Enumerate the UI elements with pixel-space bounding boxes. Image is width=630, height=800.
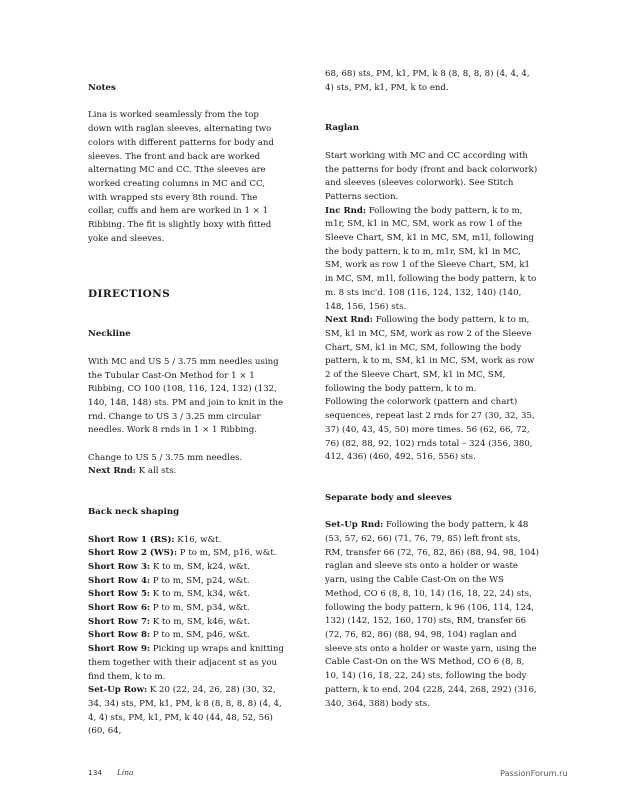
- short-row-label: Short Row 4:: [88, 575, 151, 586]
- short-row-item: [88, 616, 284, 630]
- short-row-label: Short Row 5:: [88, 589, 151, 600]
- continued-instruction: 68, 68) sts, PM, k1, PM, k 8 (8, 8, 8, 8) (4, 4, 4, 4) sts, PM, k1, PM, k to end.: [325, 69, 530, 93]
- short-row-label: Short Row 1 (RS):: [88, 534, 175, 545]
- page-number: 134: [88, 768, 103, 777]
- raglan-intro: Start working with MC and CC according with the patterns for body (front and back colorwork) and sleeves (sleeves colorwork). See Stitch Patterns section.: [325, 150, 538, 202]
- needle-change-paragraph: Change to US 5 / 3.75 mm needles.: [88, 452, 243, 463]
- short-row-label: Short Row 2 (WS):: [88, 548, 178, 559]
- back-neck-heading: Back neck shaping: [88, 507, 180, 518]
- short-row-text: P to m, SM, p46, w&t.: [150, 630, 250, 641]
- next-rnd-text: K all sts.: [135, 466, 177, 477]
- short-row-text: K to m, SM, k46, w&t.: [150, 616, 250, 627]
- left-column: [88, 82, 284, 739]
- setup-row-text: K 20 (22, 24, 26, 28) (30, 32, 34, 34) sts, PM, k1, PM, k 8 (8, 8, 8, 8) (4, 4, 4, 4) sts, PM, k1, PM, k 40 (44, 48, 52, 56) (60, 64,: [88, 685, 282, 737]
- next-rnd-instruction: [88, 465, 284, 479]
- next-rnd-label-raglan: Next Rnd:: [325, 315, 373, 326]
- watermark: PassionForum.ru: [500, 768, 568, 778]
- directions-heading: DIRECTIONS: [88, 288, 171, 301]
- inc-rnd-text: Following the body pattern, k to m, m1r, SM, k1 in MC, SM, work as row 1 of the Sleeve Chart, SM, k1 in MC, SM, m1l, following the body pattern, k to m, m1r, SM, k1 in MC, SM, work as row 1 of the Sleeve Chart, SM, k1 in MC, SM, m1l, following the body pattern, k to m. 8 sts inc'd. 108 (116, 124, 132, 140) (140, 148, 156, 156) sts.: [325, 205, 537, 312]
- running-title: Lina: [117, 768, 134, 777]
- neckline-paragraph: With MC and US 5 / 3.75 mm needles using the Tubular Cast-On Method for 1 × 1 Ribbing, CO 100 (108, 116, 124, 132) (132, 140, 148, 148) sts. PM and join to knit in the rnd. Change to US 3 / 3.25 mm circular needles. Work 8 rnds in 1 × 1 Ribbing.: [88, 356, 284, 436]
- inc-rnd-instruction: [325, 205, 540, 315]
- notes-heading: Notes: [88, 83, 116, 93]
- short-row-text: P to m, SM, p24, w&t.: [150, 575, 250, 586]
- setup-rnd-instruction: [325, 519, 540, 711]
- short-row-text: K to m, SM, k34, w&t.: [150, 589, 250, 600]
- neckline-heading: Neckline: [88, 329, 131, 340]
- short-row-text: P to m, SM, p16, w&t.: [177, 548, 277, 559]
- short-row-item: [88, 629, 284, 643]
- short-row-text: K to m, SM, k24, w&t.: [150, 561, 250, 572]
- short-row-item: [88, 547, 284, 561]
- short-row-label: Short Row 9:: [88, 644, 151, 655]
- separate-heading: Separate body and sleeves: [325, 492, 452, 503]
- short-row-text: P to m, SM, p34, w&t.: [150, 603, 250, 614]
- short-row-label: Short Row 6:: [88, 603, 151, 614]
- notes-body: Lina is worked seamlessly from the top down with raglan sleeves, alternating two colors with different patterns for body and sleeves. The front and back are worked alternating MC and CC. Tthe sleeves are worked creating columns in MC and CC, with wrapped sts every 8th round. The collar, cuffs and hem are worked in 1 × 1 Ribbing. The fit is slightly boxy with fitted yoke and sleeves.: [88, 110, 274, 244]
- short-row-text: Picking up wraps and knitting them together with their adjacent st as you find them, k to m.: [88, 644, 284, 682]
- short-row-label: Short Row 8:: [88, 630, 151, 641]
- right-column: [325, 68, 540, 711]
- short-row-item: [88, 534, 284, 548]
- short-row-item: [88, 643, 284, 684]
- next-rnd-label: Next Rnd:: [88, 466, 136, 477]
- short-row-label: Short Row 3:: [88, 561, 151, 572]
- setup-rnd-label: Set-Up Rnd:: [325, 520, 384, 531]
- short-row-item: [88, 561, 284, 575]
- setup-row-item: [88, 684, 284, 739]
- raglan-repeat: Following the colorwork (pattern and chart) sequences, repeat last 2 rnds for 27 (30, 32, 35, 37) (40, 43, 45, 50) more times. 56 (62, 66, 72, 76) (82, 88, 92, 102) rnds total – 324 (356, 380, 412, 436) (460, 492, 516, 556) sts.: [325, 397, 535, 463]
- next-rnd-instruction-raglan: [325, 314, 540, 396]
- short-row-item: [88, 575, 284, 589]
- raglan-heading: Raglan: [325, 123, 359, 134]
- short-row-item: [88, 588, 284, 602]
- short-row-text: K16, w&t.: [174, 534, 222, 545]
- inc-rnd-label: Inc Rnd:: [325, 205, 367, 216]
- setup-row-label: Set-Up Row:: [88, 685, 148, 696]
- setup-rnd-text: Following the body pattern, k 48 (53, 57, 62, 66) (71, 76, 79, 85) left front sts, RM, transfer 66 (72, 76, 82, 86) (88, 94, 98, 104) raglan and sleeve sts onto a holder or waste yarn, using the Cable Cast-On on the WS Method, CO 6 (8, 8, 10, 14) (16, 18, 22, 24) sts, following the body pattern, k 96 (106, 114, 124, 132) (142, 152, 160, 170) sts, RM, transfer 66 (72, 76, 82, 86) (88, 94, 98, 104) raglan and sleeve sts onto a holder or waste yarn, using the Cable Cast-On on the WS Method, CO 6 (8, 8, 10, 14) (16, 18, 22, 24) sts, following the body pattern, k to end. 204 (228, 244, 268, 292) (316, 340, 364, 388) body sts.: [325, 520, 540, 709]
- next-rnd-text-raglan: Following the body pattern, k to m, SM, k1 in MC, SM, work as row 2 of the Sleeve Chart, SM, k1 in MC, SM, following the body pattern, k to m, SM, k1 in MC, SM, work as row 2 of the Sleeve Chart, SM, k1 in MC, SM, following the body pattern, k to m.: [325, 315, 535, 394]
- short-row-item: [88, 602, 284, 616]
- short-row-label: Short Row 7:: [88, 616, 151, 627]
- short-rows-list: [88, 534, 284, 740]
